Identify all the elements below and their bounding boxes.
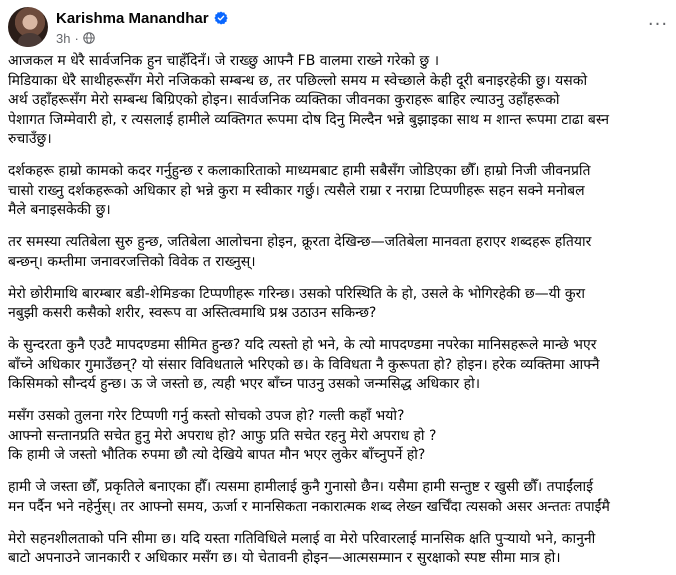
post-text-line: मैले बनाइसकेकी छु। [8, 202, 111, 218]
post-text-line: कि हामी जे जस्तो भौतिक रुपमा छौ त्यो देखिये बापत मौन भएर लुकेर बाँच्नुपर्ने हो? [8, 447, 426, 463]
author-avatar[interactable] [8, 7, 48, 47]
post-text-line: किसिमको सौन्दर्य हुन्छ। ऊ जे जस्तो छ, त्यही भएर बाँच्न पाउनु उसको जन्मसिद्ध अधिकार हो। [8, 376, 481, 392]
post-paragraph [8, 162, 676, 221]
post-text-line: मसँग उसको तुलना गरेर टिप्पणी गर्नु कस्तो सोचको उपज हो? गल्ती कहाँ भयो? [8, 408, 405, 424]
post-paragraph [8, 407, 676, 466]
post-header [0, 0, 676, 52]
post-paragraph [8, 233, 676, 272]
post-text-line: मेरो छोरीमाथि बारम्बार बडी-शेमिङका टिप्पणीहरू गरिन्छ। उसको परिस्थिति के हो, उसले के भोगिरहेकी छ—यी कुरा [8, 285, 585, 302]
post-paragraph [8, 52, 676, 150]
verified-badge-icon [214, 11, 228, 25]
post-text-line: हामी जे जस्ता छौँ, प्रकृतिले बनाएका हौँ। त्यसमा हामीलाई कुनै गुनासो छैन। यसैमा हामी सन्तुष्ट र खुसी छौँ। तपाईंलाई [8, 479, 594, 495]
post-text-line: नबुझी कसरी कसैको शरीर, स्वरूप वा अस्तित्वमाथि प्रश्न उठाउन सकिन्छ? [8, 305, 377, 321]
post-text-line: पेशागत जिम्मेवारी हो, र त्यसलाई हामीले व्यक्तिगत रूपमा दोष दिनु मिल्दैन भन्ने बुझाइका साथ म शान्त रूपमा टाढा बस्न [8, 111, 609, 128]
globe-icon[interactable] [83, 32, 95, 44]
author-name-row [56, 8, 228, 28]
post-text-line: मन पर्दैन भने नहेर्नुस्। तर आफ्नो समय, ऊर्जा र मानसिकता नकारात्मक शब्द लेख्न खर्चिँदा त्यसको असर अन्ततः तपाईंमै [8, 498, 610, 515]
post-meta [56, 30, 95, 46]
post-timestamp[interactable]: 3h [56, 30, 71, 46]
post-paragraph [8, 478, 676, 517]
more-options-icon[interactable]: ··· [647, 13, 669, 35]
post-text-line: दर्शकहरू हाम्रो कामको कदर गर्नुहुन्छ र कलाकारिताको माध्यमबाट हामी सबैसँग जोडिएका छौँ। हाम्रो निजी जीवनप्रति [8, 163, 591, 179]
post-paragraph [8, 336, 676, 395]
post-text-line: बाटो अपनाउने जानकारी र अधिकार मसँग छ। यो चेतावनी होइन—आत्मसम्मान र सुरक्षाको स्पष्ट सीमा मात्र हो। [8, 550, 561, 566]
author-name[interactable]: Karishma Manandhar [56, 9, 209, 27]
post-text-line: आफ्नो सन्तानप्रति सचेत हुनु मेरो अपराध हो? आफु प्रति सचेत रहनु मेरो अपराध हो ? [8, 427, 437, 444]
post-text-line: मिडियाका धेरै साथीहरूसँग मेरो नजिकको सम्बन्ध छ, तर पछिल्लो समय म स्वेच्छाले केही दूरी बनाइरहेकी छु। यसको [8, 72, 588, 89]
post-text-line: आजकल म धेरै सार्वजनिक हुन चाहँदिनँ। जे राख्छु आफ्नै FB वालमा राख्ने गरेको छु । [8, 53, 439, 69]
meta-separator: · [74, 30, 79, 46]
post-text-line: अर्थ उहाँहरूसँग मेरो सम्बन्ध बिग्रिएको होइन। सार्वजनिक व्यक्तिका जीवनका कुराहरू बाहिर ल्याउनु उहाँहरूको [8, 92, 560, 108]
post-text-line: चासो राख्नु दर्शकहरूको अधिकार हो भन्ने कुरा म स्वीकार गर्छु। त्यसैले राम्रा र नराम्रा टिप्पणीहरू सहन सक्ने मनोबल [8, 182, 585, 199]
post-body [8, 52, 676, 575]
post-paragraph [8, 530, 676, 569]
post-paragraph [8, 285, 676, 324]
post-text-line: रुचाउँछु। [8, 131, 52, 147]
post-text-line: के सुन्दरता कुनै एउटै मापदण्डमा सीमित हुन्छ? यदि त्यस्तो हो भने, के त्यो मापदण्डमा नपरेका मानिसहरूले मान्छे भएर [8, 337, 597, 353]
post-text-line: तर समस्या त्यतिबेला सुरु हुन्छ, जतिबेला आलोचना होइन, क्रूरता देखिन्छ—जतिबेला मानवता हराएर शब्दहरू हतियार [8, 234, 592, 250]
post-text-line: बाँच्ने अधिकार गुमाउँछन्? यो संसार विविधताले भरिएको छ। के विविधता नै कुरूपता हो? होइन। हरेक व्यक्तिमा आफ्नै [8, 356, 600, 373]
post-text-line: बन्छन्। कम्तीमा जनावरजत्तिको विवेक त राख्नुस्। [8, 253, 256, 270]
post-text-line: मेरो सहनशीलताको पनि सीमा छ। यदि यस्ता गतिविधिले मलाई वा मेरो परिवारलाई मानसिक क्षति पुर्‍यायो भने, कानुनी [8, 530, 596, 547]
